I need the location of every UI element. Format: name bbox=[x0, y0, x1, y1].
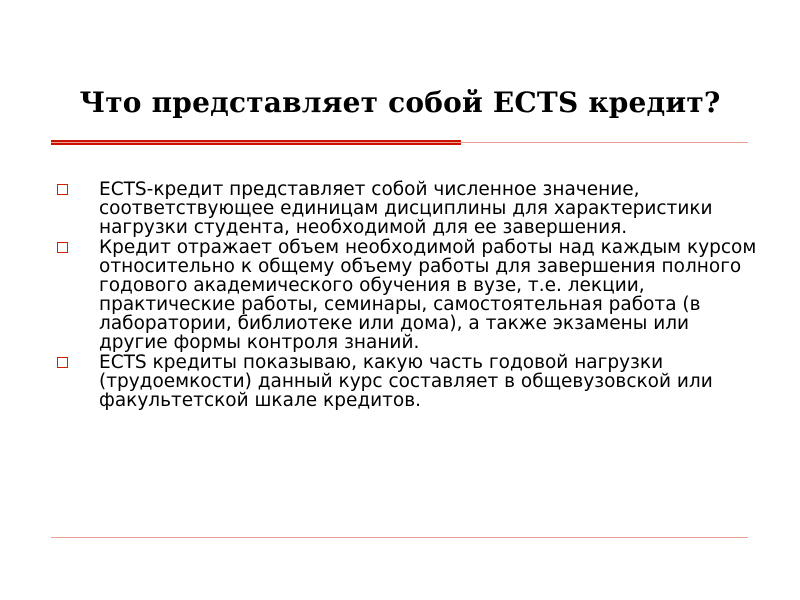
bullet-item bbox=[57, 238, 757, 352]
hollow-square-bullet-icon bbox=[57, 242, 68, 253]
footer-rule bbox=[51, 537, 748, 538]
hollow-square-bullet-icon bbox=[57, 184, 68, 195]
title-underline-rule bbox=[51, 142, 748, 143]
bullet-item bbox=[57, 353, 757, 410]
slide-title: Что представляет собой ECTS кредит? bbox=[79, 86, 721, 119]
hollow-square-bullet-icon bbox=[57, 357, 68, 368]
bullet-text: ECTS-кредит представляет собой численное значение, соответствующее единицам дисциплины для характеристики нагрузки студента, необходимой для ее завершения. bbox=[99, 179, 713, 238]
bullet-text: Кредит отражает объем необходимой работы над каждым курсом относительно к общему объему работы для завершения полного годового академического обучения в вузе, т.е. лекции, практические работы, семинары, самостоятельная работа (в лаборатории, библиотеке или дома), а также экзамены или другие формы контроля знаний. bbox=[99, 237, 757, 353]
bullet-text: ECTS кредиты показываю, какую часть годовой нагрузки (трудоемкости) данный курс составляет в общевузовской или факультетской шкале кредитов. bbox=[99, 352, 713, 411]
bullet-item bbox=[57, 180, 757, 237]
bullet-list bbox=[57, 180, 757, 411]
